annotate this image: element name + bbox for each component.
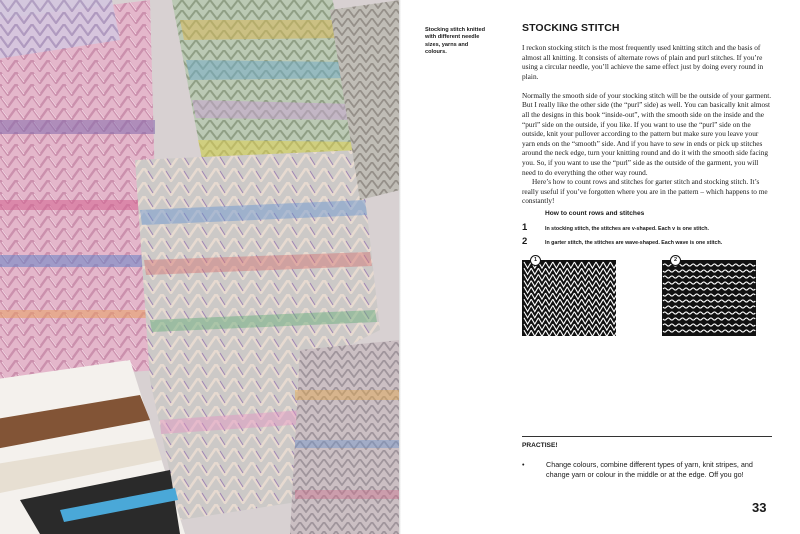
v-stitch-icon bbox=[522, 256, 616, 336]
practise-text: Change colours, combine different types of yarn, knit stripes, and change yarn or colour in the middle or at the edge. Off you go! bbox=[546, 460, 753, 479]
diagram-badge-2: 2 bbox=[670, 255, 681, 266]
step-text: In stocking stitch, the stitches are v-shaped. Each v is one stitch. bbox=[545, 226, 709, 232]
section-divider bbox=[522, 436, 772, 437]
page-gutter bbox=[399, 0, 401, 534]
diagram-badge-1: 1 bbox=[530, 255, 541, 266]
step-number: 2 bbox=[522, 236, 528, 247]
page-title: STOCKING STITCH bbox=[522, 22, 620, 34]
page-number: 33 bbox=[752, 500, 767, 515]
practise-heading: PRACTISE! bbox=[522, 442, 558, 449]
photo-caption: Stocking stitch knitted with different needle sizes, yarns and colours. bbox=[425, 27, 485, 56]
body-text bbox=[522, 43, 772, 206]
wave-stitch-icon bbox=[662, 256, 756, 336]
body-paragraph-3: Here’s how to count rows and stitches for garter stitch and stocking stitch. It’s really useful if you’ve forgotten where you are in the pattern – which happens to me constantly! bbox=[522, 177, 768, 206]
howto-heading: How to count rows and stitches bbox=[545, 210, 645, 217]
stocking-stitch-diagram bbox=[522, 256, 616, 336]
step-number: 1 bbox=[522, 222, 528, 233]
body-paragraph-1: I reckon stocking stitch is the most frequently used knitting stitch and the basis of almost all knitting. It consists of alternate rows of plain and purl stitches. If you’re using a circular needle, you’ll achieve the same effect just by doing every round in plain. bbox=[522, 43, 764, 81]
howto-step-2 bbox=[522, 236, 722, 247]
bullet-icon: • bbox=[522, 460, 525, 469]
step-text: In garter stitch, the stitches are wave-shaped. Each wave is one stitch. bbox=[545, 240, 723, 246]
practise-item bbox=[522, 460, 772, 480]
garter-stitch-diagram bbox=[662, 256, 756, 336]
body-paragraph-2: Normally the smooth side of your stocking stitch will be the outside of your garment. But I really like the other side (the “purl” side) as well. You can basically knit almost all the designs in this book “inside-out”, with the smooth side on the inside and the “purl” side on the outside, if you like. If you want to use the “purl” side on the outside, knit your pullover according to the pattern but make sure you leave your yarn ends on the “smooth” side. And if you have to sew in ends or pick up stitches around the neck edge, turn your knitting round and do it with the smooth side facing you. So, if you want to use the “purl” side as the outside of the garment, you will need to do everything the other way round. bbox=[522, 90, 772, 177]
howto-step-1 bbox=[522, 222, 709, 233]
